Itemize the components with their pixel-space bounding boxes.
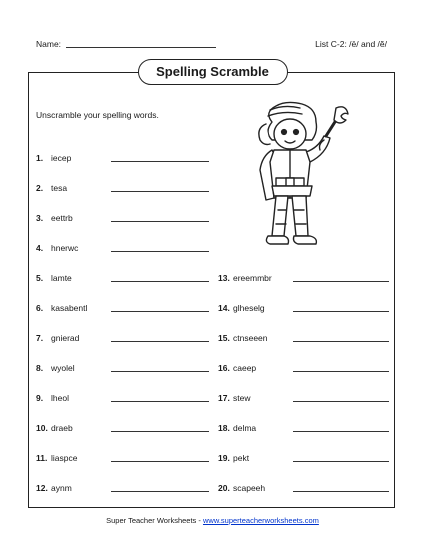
answer-line[interactable]	[111, 280, 209, 282]
word-item	[36, 453, 209, 463]
item-number: 6.	[36, 303, 44, 313]
item-number: 15.	[218, 333, 230, 343]
name-input-line[interactable]	[66, 47, 216, 48]
name-row	[36, 39, 216, 49]
scrambled-word: pekt	[233, 453, 250, 463]
word-item	[218, 393, 389, 403]
item-number: 14.	[218, 303, 230, 313]
scrambled-word: aynm	[51, 483, 72, 493]
scrambled-word: glheselg	[233, 303, 265, 313]
scrambled-word: lheol	[51, 393, 69, 403]
item-number: 18.	[218, 423, 230, 433]
word-item	[218, 363, 389, 373]
name-label: Name:	[36, 39, 62, 49]
scrambled-word: lamte	[51, 273, 72, 283]
item-number: 1.	[36, 153, 44, 163]
answer-line[interactable]	[111, 160, 209, 162]
scrambled-word: gnierad	[51, 333, 80, 343]
scrambled-word: iecep	[51, 153, 72, 163]
scrambled-word: tesa	[51, 183, 68, 193]
word-item	[36, 183, 209, 193]
answer-line[interactable]	[293, 460, 389, 462]
word-item	[218, 273, 389, 283]
word-item	[218, 333, 389, 343]
word-item	[36, 243, 209, 253]
item-number: 16.	[218, 363, 230, 373]
item-number: 8.	[36, 363, 44, 373]
footer-link[interactable]: www.superteacherworksheets.com	[202, 516, 319, 525]
item-number: 11.	[36, 453, 48, 463]
answer-line[interactable]	[293, 370, 389, 372]
footer-text: Super Teacher Worksheets -	[106, 516, 203, 525]
word-item	[36, 153, 209, 163]
word-item	[36, 303, 209, 313]
answer-line[interactable]	[111, 250, 209, 252]
scrambled-word: eettrb	[51, 213, 73, 223]
scrambled-word: liaspce	[51, 453, 78, 463]
item-number: 4.	[36, 243, 44, 253]
item-number: 10.	[36, 423, 48, 433]
answer-line[interactable]	[111, 460, 209, 462]
word-item	[36, 423, 209, 433]
scrambled-word: caeep	[233, 363, 257, 373]
item-number: 9.	[36, 393, 44, 403]
answer-line[interactable]	[111, 220, 209, 222]
list-id: List C-2: /ē/ and /ĕ/	[315, 39, 387, 49]
word-item	[36, 213, 209, 223]
answer-line[interactable]	[293, 340, 389, 342]
item-number: 19.	[218, 453, 230, 463]
word-item	[36, 393, 209, 403]
answer-line[interactable]	[293, 400, 389, 402]
instructions: Unscramble your spelling words.	[36, 110, 159, 120]
footer	[0, 516, 425, 525]
scrambled-word: kasabentl	[51, 303, 88, 313]
mechanic-girl-illustration	[232, 100, 362, 255]
answer-line[interactable]	[111, 400, 209, 402]
scrambled-word: scapeeh	[233, 483, 266, 493]
scrambled-word: ctnseeen	[233, 333, 268, 343]
answer-line[interactable]	[111, 310, 209, 312]
scrambled-word: draeb	[51, 423, 73, 433]
answer-line[interactable]	[293, 430, 389, 432]
answer-line[interactable]	[111, 430, 209, 432]
answer-line[interactable]	[293, 280, 389, 282]
word-item	[218, 453, 389, 463]
word-item	[36, 333, 209, 343]
word-item	[218, 303, 389, 313]
item-number: 13.	[218, 273, 230, 283]
scrambled-word: stew	[233, 393, 251, 403]
item-number: 3.	[36, 213, 44, 223]
item-number: 2.	[36, 183, 44, 193]
scrambled-word: hnerwc	[51, 243, 79, 253]
word-item	[36, 273, 209, 283]
word-item	[218, 483, 389, 493]
item-number: 7.	[36, 333, 44, 343]
item-number: 17.	[218, 393, 230, 403]
item-number: 20.	[218, 483, 230, 493]
answer-line[interactable]	[111, 490, 209, 492]
scrambled-word: wyolel	[51, 363, 75, 373]
page-title: Spelling Scramble	[138, 59, 288, 85]
word-item	[36, 483, 209, 493]
word-item	[36, 363, 209, 373]
item-number: 12.	[36, 483, 48, 493]
answer-line[interactable]	[111, 340, 209, 342]
word-item	[218, 423, 389, 433]
answer-line[interactable]	[111, 370, 209, 372]
scrambled-word: delma	[233, 423, 257, 433]
scrambled-word: ereemmbr	[233, 273, 272, 283]
item-number: 5.	[36, 273, 44, 283]
answer-line[interactable]	[111, 190, 209, 192]
answer-line[interactable]	[293, 310, 389, 312]
answer-line[interactable]	[293, 490, 389, 492]
